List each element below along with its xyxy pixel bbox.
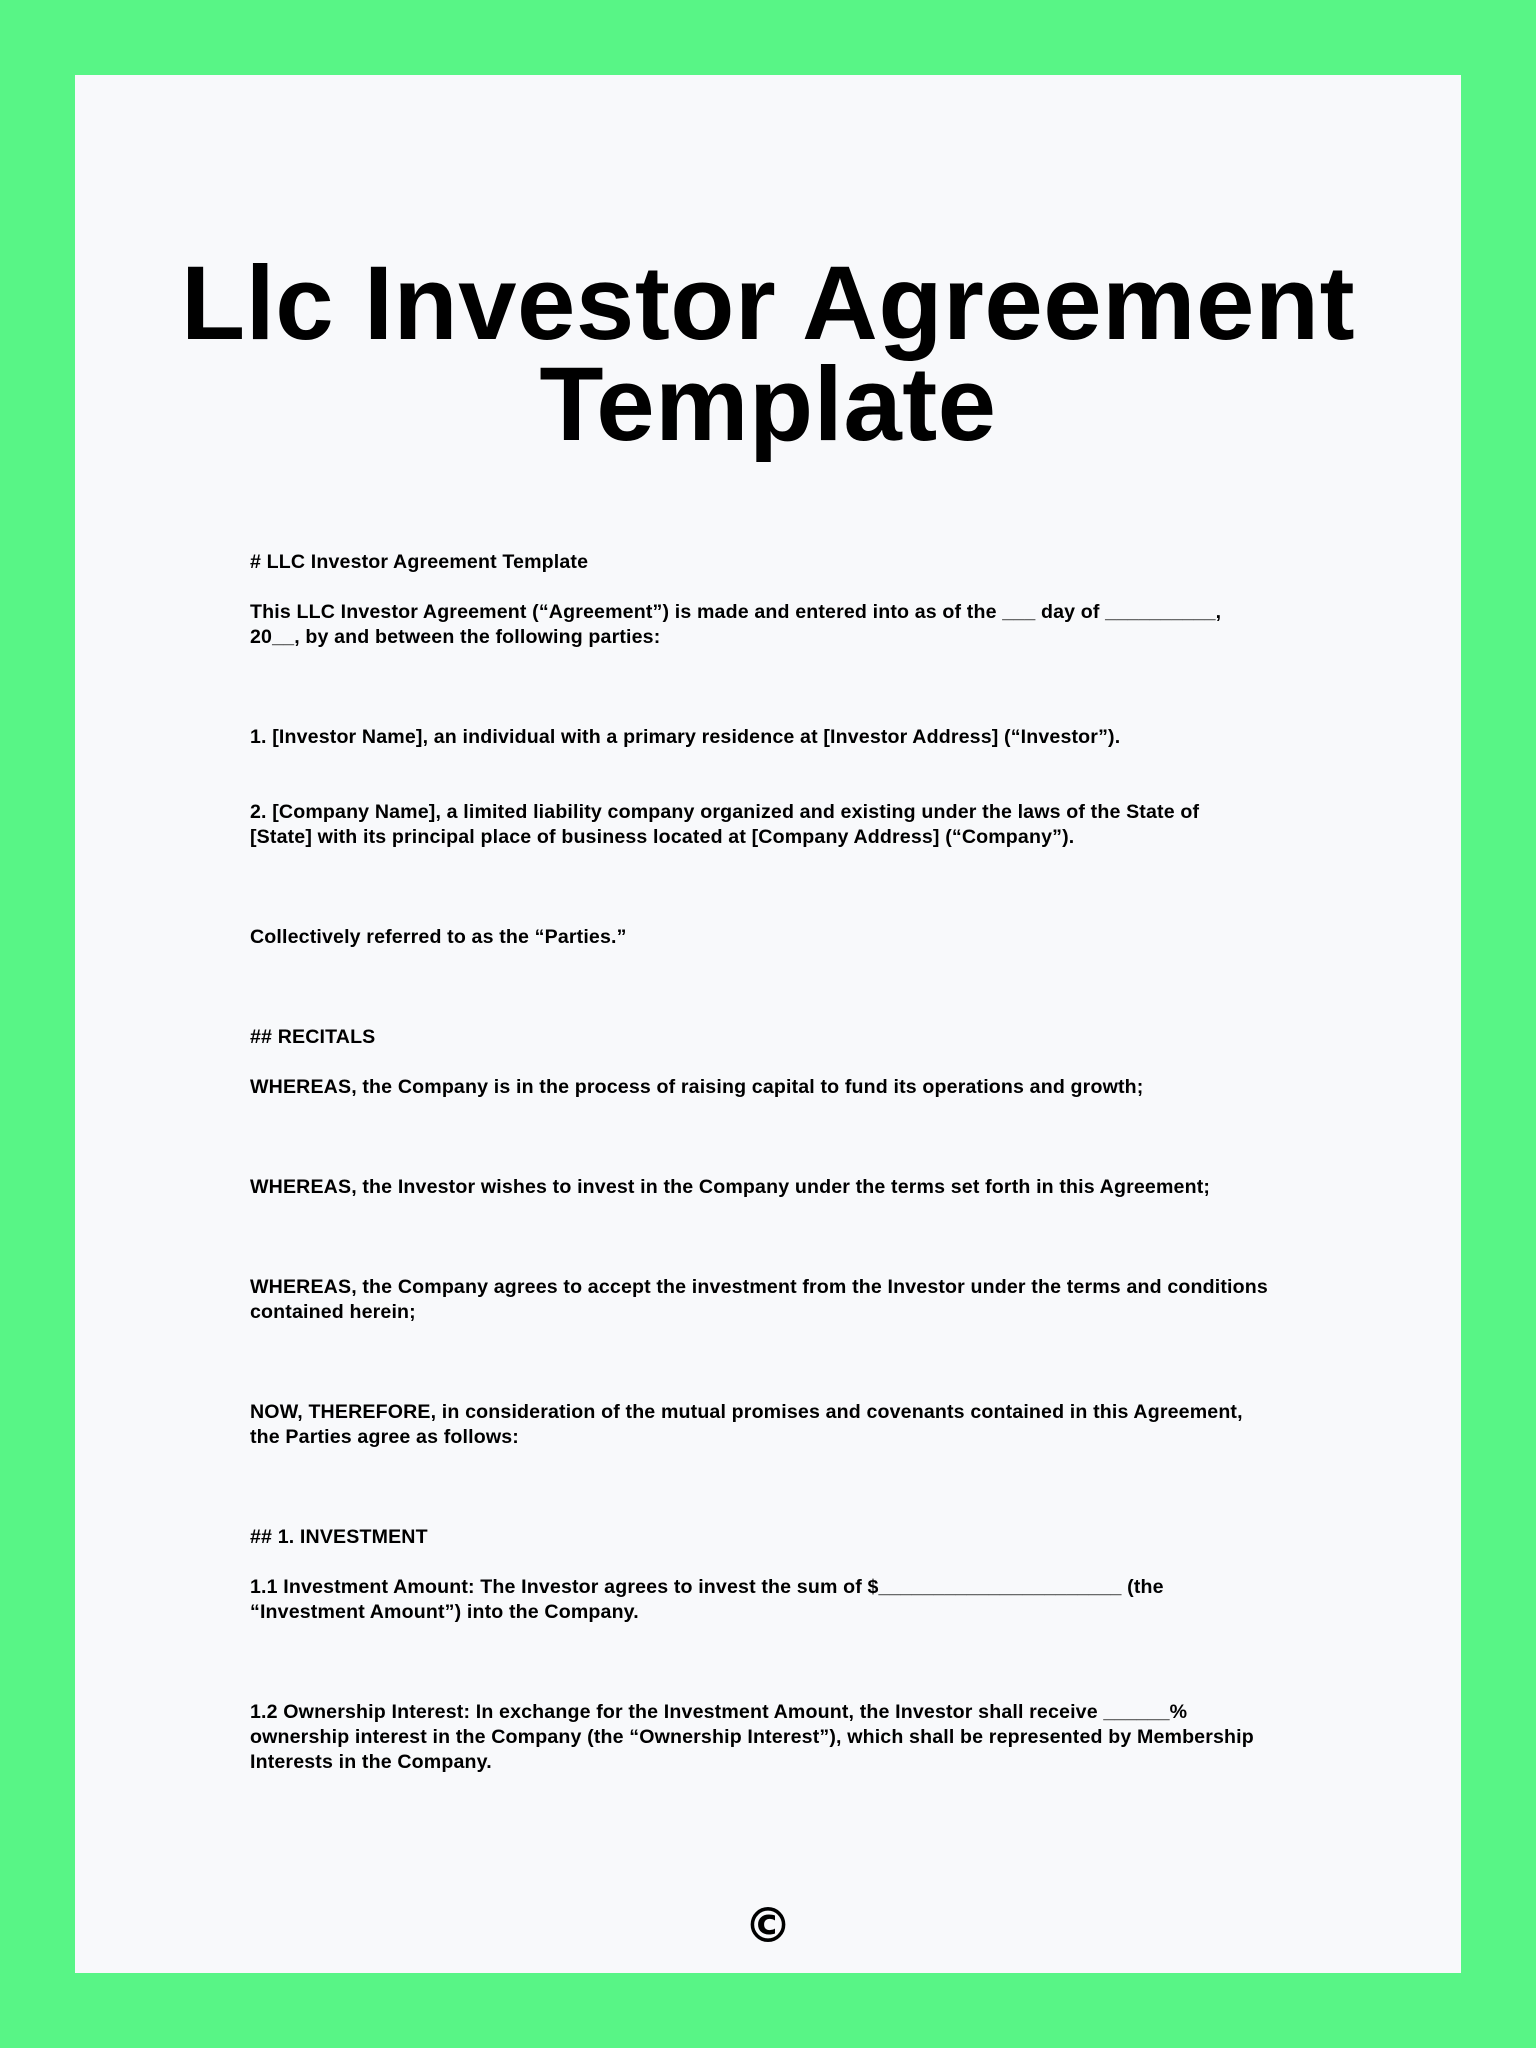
investment-heading: ## 1. INVESTMENT [250,1526,428,1548]
whereas-clause-1: WHEREAS, the Company is in the process of raising capital to fund its operations and growth; [250,1076,1144,1098]
now-therefore-clause: NOW, THEREFORE, in consideration of the mutual promises and covenants contained in this Agreement, the Parties agree as follows: [250,1401,1243,1448]
recitals-heading: ## RECITALS [250,1026,376,1048]
whereas-clause-3: WHEREAS, the Company agrees to accept the investment from the Investor under the terms and conditions contained herein; [250,1276,1268,1323]
whereas-clause-2: WHEREAS, the Investor wishes to invest in the Company under the terms set forth in this Agreement; [250,1176,1211,1198]
clause-1-1-investment-amount: 1.1 Investment Amount: The Investor agrees to invest the sum of $______________________ (the “Investment Amount”) into the Company. [250,1576,1164,1623]
party-investor: 1. [Investor Name], an individual with a primary residence at [Investor Address] (“Investor”). [250,726,1121,748]
clause-1-2-ownership-interest: 1.2 Ownership Interest: In exchange for the Investment Amount, the Investor shall receive ______% ownership interest in the Company (the “Ownership Interest”), which shall be represented by Membership Interests in the Company. [250,1701,1254,1773]
collective-parties: Collectively referred to as the “Parties.” [250,926,627,948]
document-page [75,75,1461,1973]
copyright-icon: © [744,1898,792,1954]
party-company: 2. [Company Name], a limited liability company organized and existing under the laws of the State of [State] with its principal place of business located at [Company Address] (“Company”). [250,801,1200,848]
markdown-heading: # LLC Investor Agreement Template [250,551,589,573]
intro-paragraph: This LLC Investor Agreement (“Agreement”) is made and entered into as of the ___ day of __________, 20__, by and between the following parties: [250,601,1222,648]
document-title: Llc Investor Agreement Template [180,245,1356,463]
